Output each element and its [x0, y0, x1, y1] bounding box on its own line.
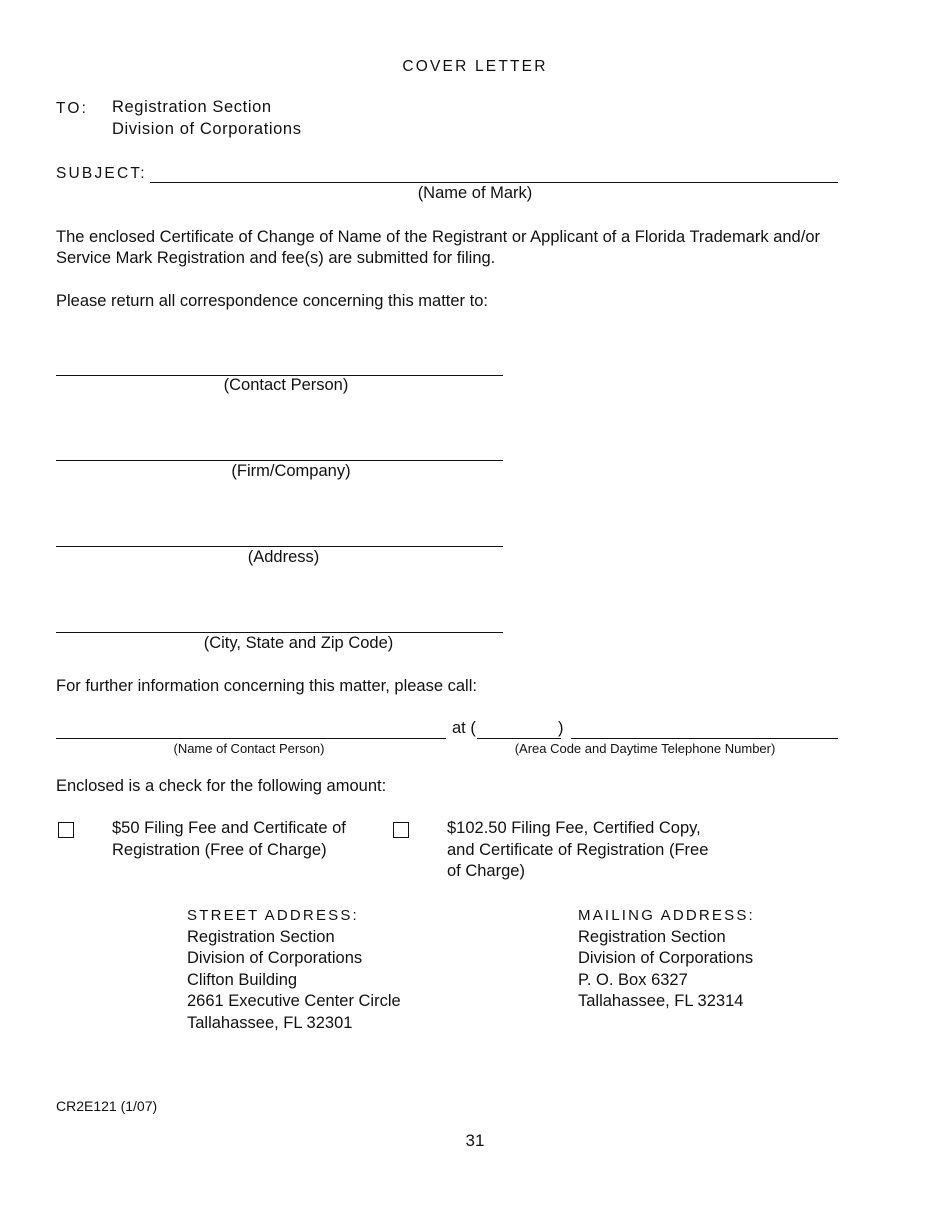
subject-label: SUBJECT: — [56, 165, 147, 182]
phone-close-paren: ) — [558, 719, 564, 737]
contact-name-caption: (Name of Contact Person) — [173, 741, 325, 756]
further-info-paragraph: For further information concerning this matter, please call: — [56, 677, 477, 695]
contact-name-line[interactable] — [56, 738, 446, 739]
intro-paragraph: The enclosed Certificate of Change of Name of the Registrant or Applicant of a Florida Trademark and/or Service Mark Registration and fee(s) are submitted for filing. — [56, 228, 820, 267]
fee-102-checkbox[interactable] — [393, 822, 409, 838]
to-line-2: Division of Corporations — [112, 120, 302, 138]
document-title: COVER LETTER — [402, 58, 548, 75]
to-label: TO: — [56, 100, 89, 117]
address-caption: (Address) — [247, 548, 320, 566]
street-address-heading: STREET ADDRESS: — [187, 907, 359, 924]
fee-50-checkbox[interactable] — [58, 822, 74, 838]
street-address-block: STREET ADDRESS: Registration Section Division of Corporations Clifton Building 2661 Executive Center Circle Tallahassee, FL 32301 — [187, 907, 401, 1032]
subject-field-line[interactable] — [150, 182, 838, 183]
fee-50-option-label: $50 Filing Fee and Certificate of Registration (Free of Charge) — [112, 819, 346, 859]
phone-number-line[interactable] — [571, 738, 838, 739]
address-line[interactable] — [56, 546, 503, 547]
phone-caption: (Area Code and Daytime Telephone Number) — [514, 741, 776, 756]
mailing-address-block: MAILING ADDRESS: Registration Section Division of Corporations P. O. Box 6327 Tallahassee, FL 32314 — [578, 907, 755, 1010]
firm-company-line[interactable] — [56, 460, 503, 461]
contact-person-caption: (Contact Person) — [223, 376, 349, 394]
fee-102-option-label: $102.50 Filing Fee, Certified Copy, and Certificate of Registration (Free of Charge) — [447, 819, 709, 880]
mailing-address-heading: MAILING ADDRESS: — [578, 907, 755, 924]
phone-at-text: at ( — [452, 719, 476, 737]
area-code-line[interactable] — [477, 738, 561, 739]
city-state-zip-caption: (City, State and Zip Code) — [203, 634, 394, 652]
to-line-1: Registration Section — [112, 98, 272, 116]
page-number: 31 — [465, 1131, 485, 1150]
subject-caption: (Name of Mark) — [417, 184, 533, 202]
form-code: CR2E121 (1/07) — [56, 1098, 158, 1114]
city-state-zip-line[interactable] — [56, 632, 503, 633]
return-paragraph: Please return all correspondence concerning this matter to: — [56, 292, 488, 310]
firm-company-caption: (Firm/Company) — [231, 462, 351, 480]
check-paragraph: Enclosed is a check for the following amount: — [56, 777, 387, 795]
